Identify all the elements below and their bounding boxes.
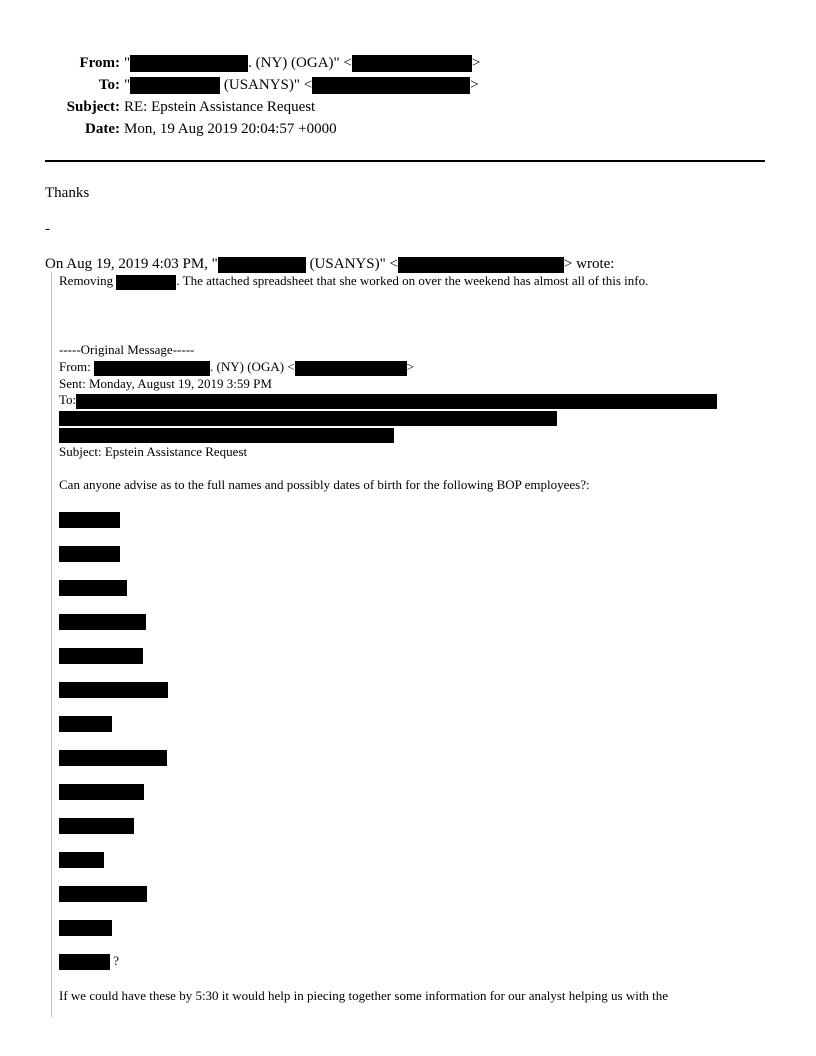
original-to-continued-2 <box>59 426 394 444</box>
redaction <box>59 580 127 596</box>
original-sent: Sent: Monday, August 19, 2019 3:59 PM <box>59 376 272 391</box>
list-item <box>59 613 146 631</box>
redaction <box>352 55 472 72</box>
redaction <box>59 750 167 766</box>
redaction <box>59 682 168 698</box>
list-item <box>59 579 127 597</box>
redaction <box>59 954 110 970</box>
to-label: To: <box>98 77 120 93</box>
redaction <box>130 77 220 94</box>
date-label: Date: <box>85 121 120 137</box>
redaction <box>59 512 120 528</box>
redaction <box>59 428 394 443</box>
original-closing: If we could have these by 5:30 it would help in piecing together some information for our analyst helping us with the <box>59 988 669 1003</box>
redaction <box>218 257 306 273</box>
quoted-removing-line: Removing . The attached spreadsheet that she worked on over the weekend has almost all of this info. <box>59 273 649 288</box>
list-item <box>59 783 144 801</box>
redaction <box>398 257 564 273</box>
list-item <box>59 545 120 563</box>
redaction <box>59 411 557 426</box>
original-from: From: . (NY) (OGA) < > <box>59 359 414 374</box>
header-divider <box>45 160 765 162</box>
redaction <box>59 614 146 630</box>
redaction <box>94 361 210 376</box>
quote-bar <box>51 272 52 1017</box>
original-question: Can anyone advise as to the full names and possibly dates of birth for the following BOP employees?: <box>59 477 590 492</box>
original-subject: Subject: Epstein Assistance Request <box>59 444 248 459</box>
redaction <box>295 361 407 376</box>
from-value: " . (NY) (OGA)" < > <box>124 55 481 71</box>
date-value: Mon, 19 Aug 2019 20:04:57 +0000 <box>124 121 337 137</box>
subject-label: Subject: <box>66 99 120 115</box>
redaction <box>130 55 248 72</box>
original-to: To: <box>59 392 717 409</box>
reply-thanks: Thanks <box>45 185 90 201</box>
redaction <box>59 784 144 800</box>
redaction <box>59 716 112 732</box>
to-value: " (USANYS)" < > <box>124 77 479 93</box>
list-item <box>59 647 143 665</box>
original-to-continued <box>59 409 557 427</box>
subject-value: RE: Epstein Assistance Request <box>124 99 316 115</box>
list-item <box>59 511 120 529</box>
redaction <box>59 546 120 562</box>
from-label: From: <box>79 55 120 71</box>
redaction <box>59 648 143 664</box>
original-separator: -----Original Message----- <box>59 342 195 357</box>
list-item: ? <box>59 953 119 970</box>
reply-dash: - <box>45 221 50 237</box>
list-item <box>59 681 168 699</box>
redaction <box>59 886 147 902</box>
redaction <box>116 275 176 290</box>
redaction <box>312 77 470 94</box>
redaction <box>59 920 112 936</box>
reply-attribution: On Aug 19, 2019 4:03 PM, " (USANYS)" < > wrote: <box>45 256 615 272</box>
list-item <box>59 817 134 835</box>
redaction <box>76 394 717 409</box>
list-item <box>59 851 104 869</box>
redaction <box>59 818 134 834</box>
list-item <box>59 885 147 903</box>
list-item <box>59 919 112 937</box>
redaction <box>59 852 104 868</box>
list-item <box>59 715 112 733</box>
list-item <box>59 749 167 767</box>
